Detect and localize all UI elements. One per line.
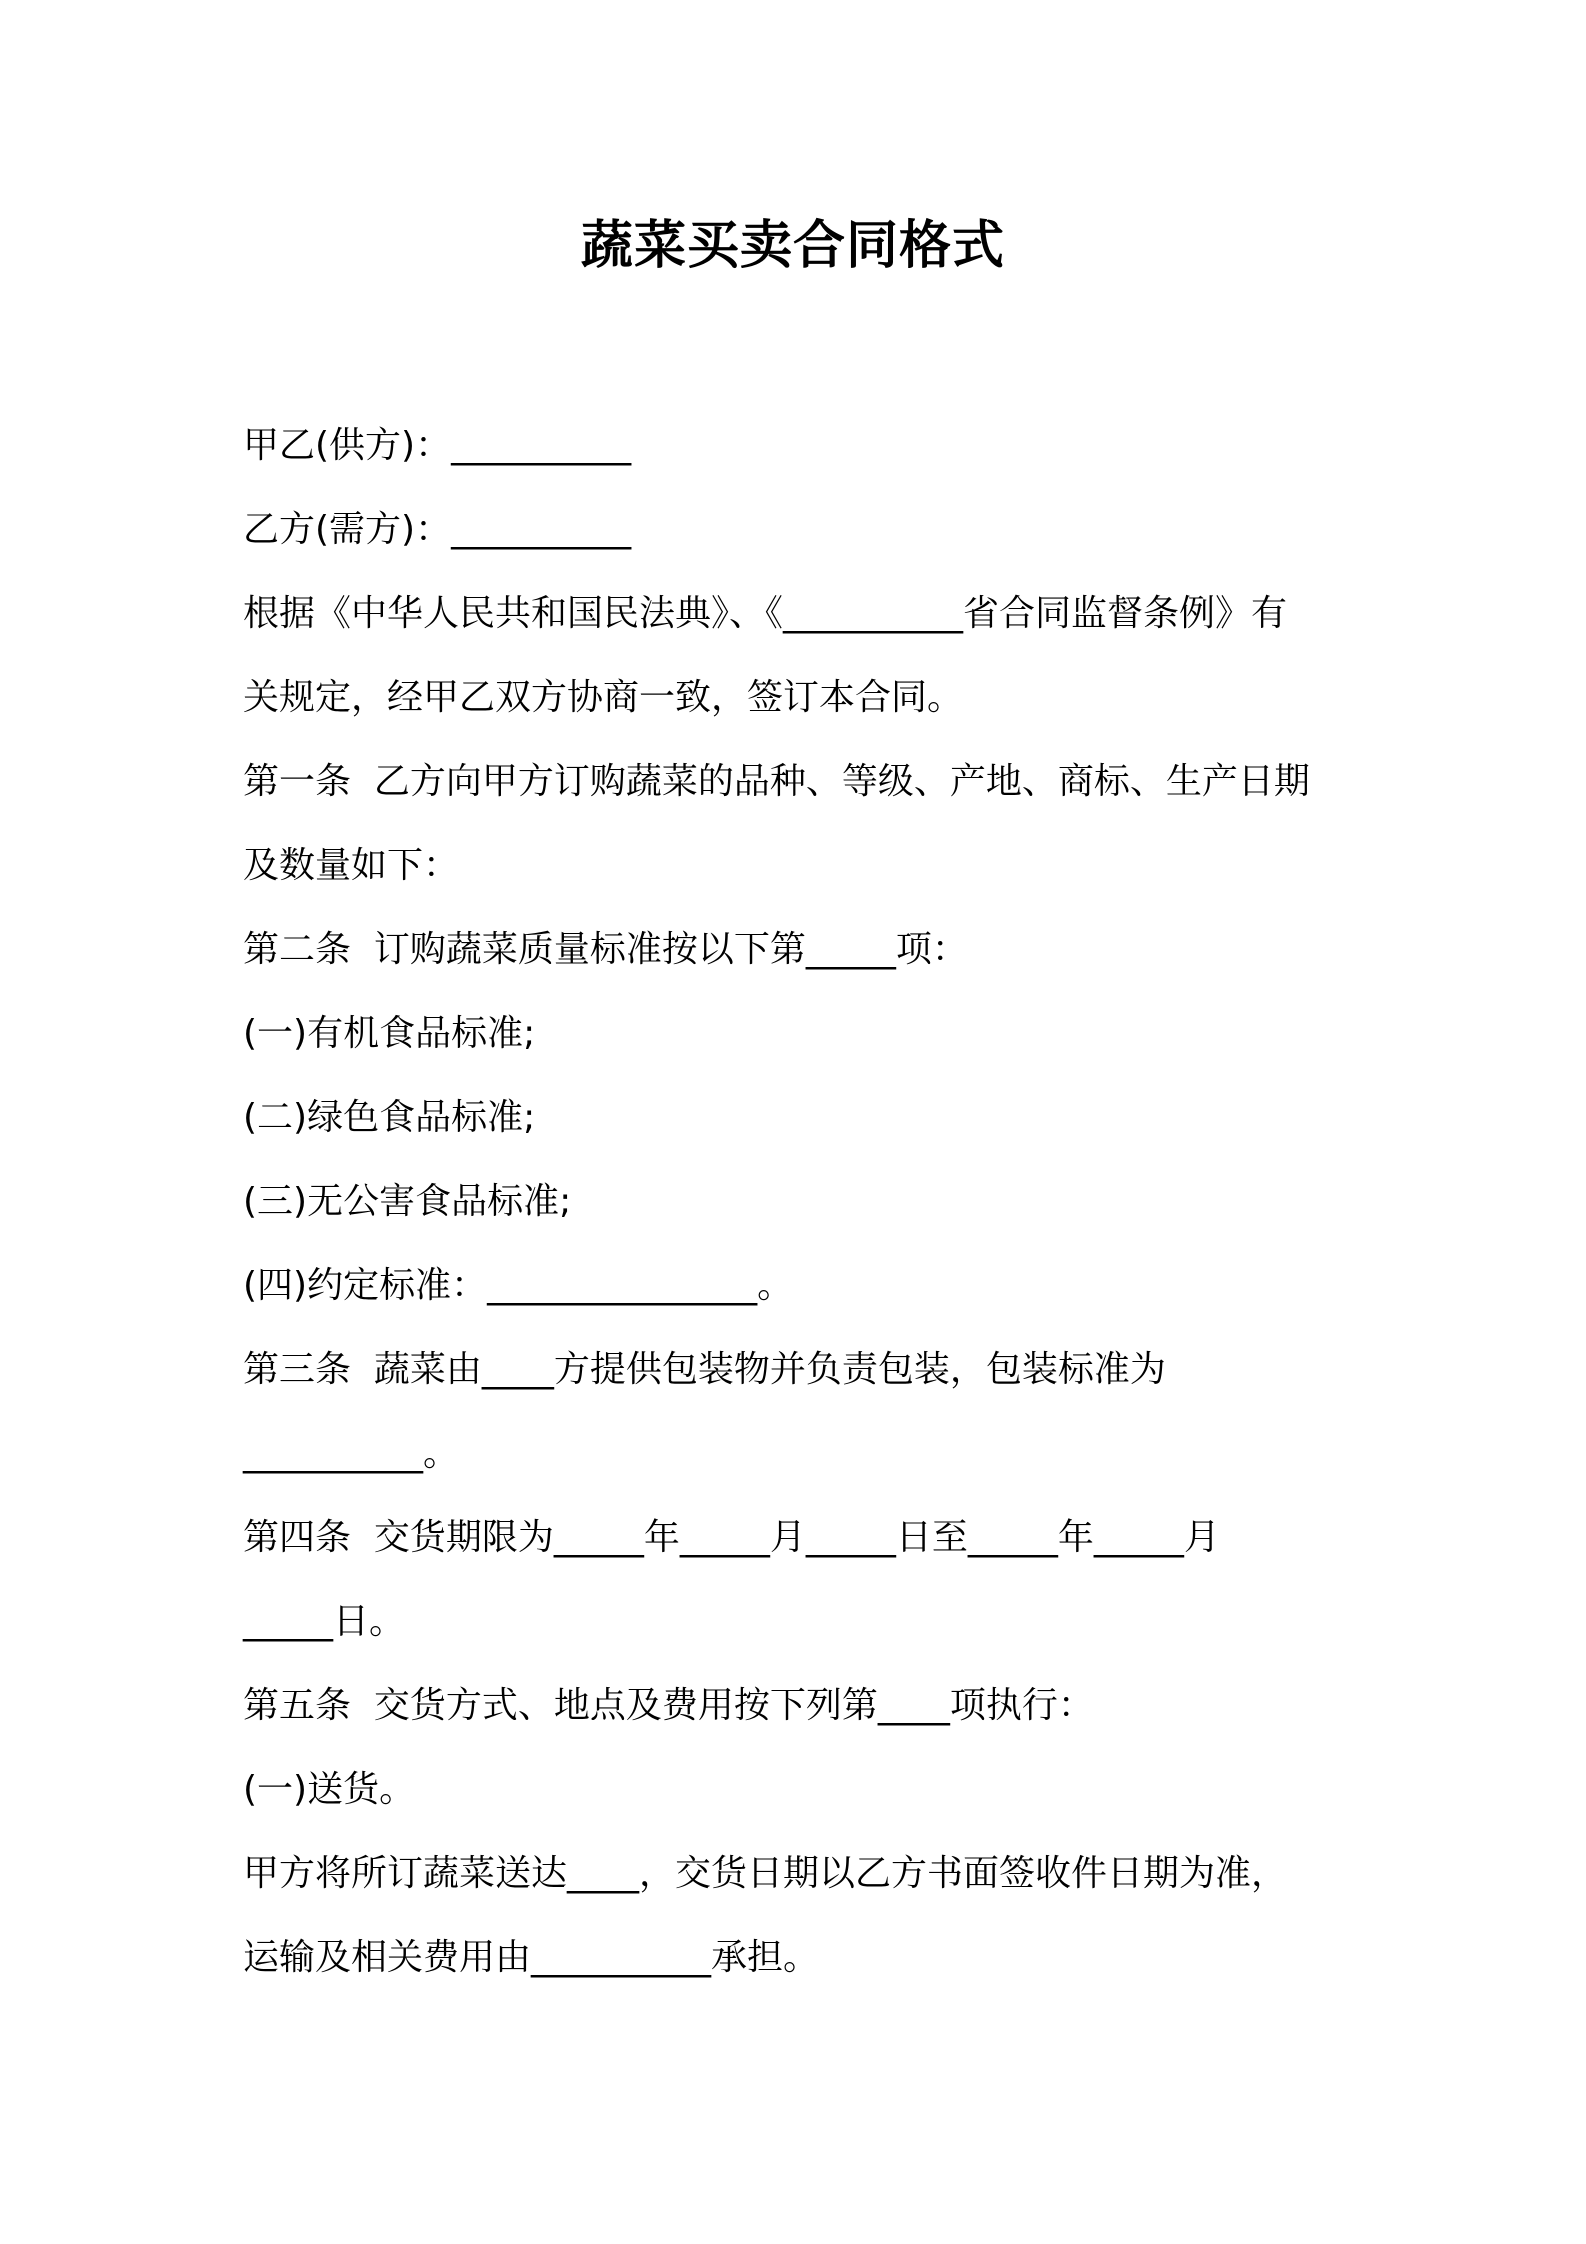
preamble-line-2: 关规定，经甲乙双方协商一致，签订本合同。 <box>243 677 964 718</box>
buyer-line: 乙方(需方)：__________ <box>243 509 632 550</box>
article-1-line-1: 第一条 乙方向甲方订购蔬菜的品种、等级、产地、商标、生产日期 <box>243 761 1310 802</box>
article-2-option-1: (一)有机食品标准; <box>243 1013 536 1054</box>
article-2-option-2: (二)绿色食品标准; <box>243 1097 536 1138</box>
document-title: 蔬菜买卖合同格式 <box>580 216 1005 276</box>
article-2-option-3: (三)无公害食品标准; <box>243 1181 572 1222</box>
article-1-line-2: 及数量如下： <box>243 845 460 886</box>
delivery-line-1: 甲方将所订蔬菜送达____，交货日期以乙方书面签收件日期为准， <box>243 1853 1288 1894</box>
preamble-line-1: 根据《中华人民共和国民法典》、《__________省合同监督条例》有 <box>243 593 1288 634</box>
delivery-line-2: 运输及相关费用由__________承担。 <box>243 1937 820 1978</box>
article-4-line-1: 第四条 交货期限为_____年_____月_____日至_____年_____月 <box>243 1517 1220 1558</box>
article-3-line-1: 第三条 蔬菜由____方提供包装物并负责包装，包装标准为 <box>243 1349 1166 1390</box>
supplier-line: 甲乙(供方)：__________ <box>243 425 632 466</box>
article-4-line-2: _____日。 <box>243 1601 406 1642</box>
article-3-line-2: __________。 <box>243 1433 460 1474</box>
article-2-option-4: (四)约定标准：_______________。 <box>243 1265 794 1306</box>
article-5-line: 第五条 交货方式、地点及费用按下列第____项执行： <box>243 1685 1094 1726</box>
document-body <box>243 404 1363 2000</box>
article-2-line: 第二条 订购蔬菜质量标准按以下第_____项： <box>243 929 968 970</box>
article-5-option-1: (一)送货。 <box>243 1769 416 1810</box>
